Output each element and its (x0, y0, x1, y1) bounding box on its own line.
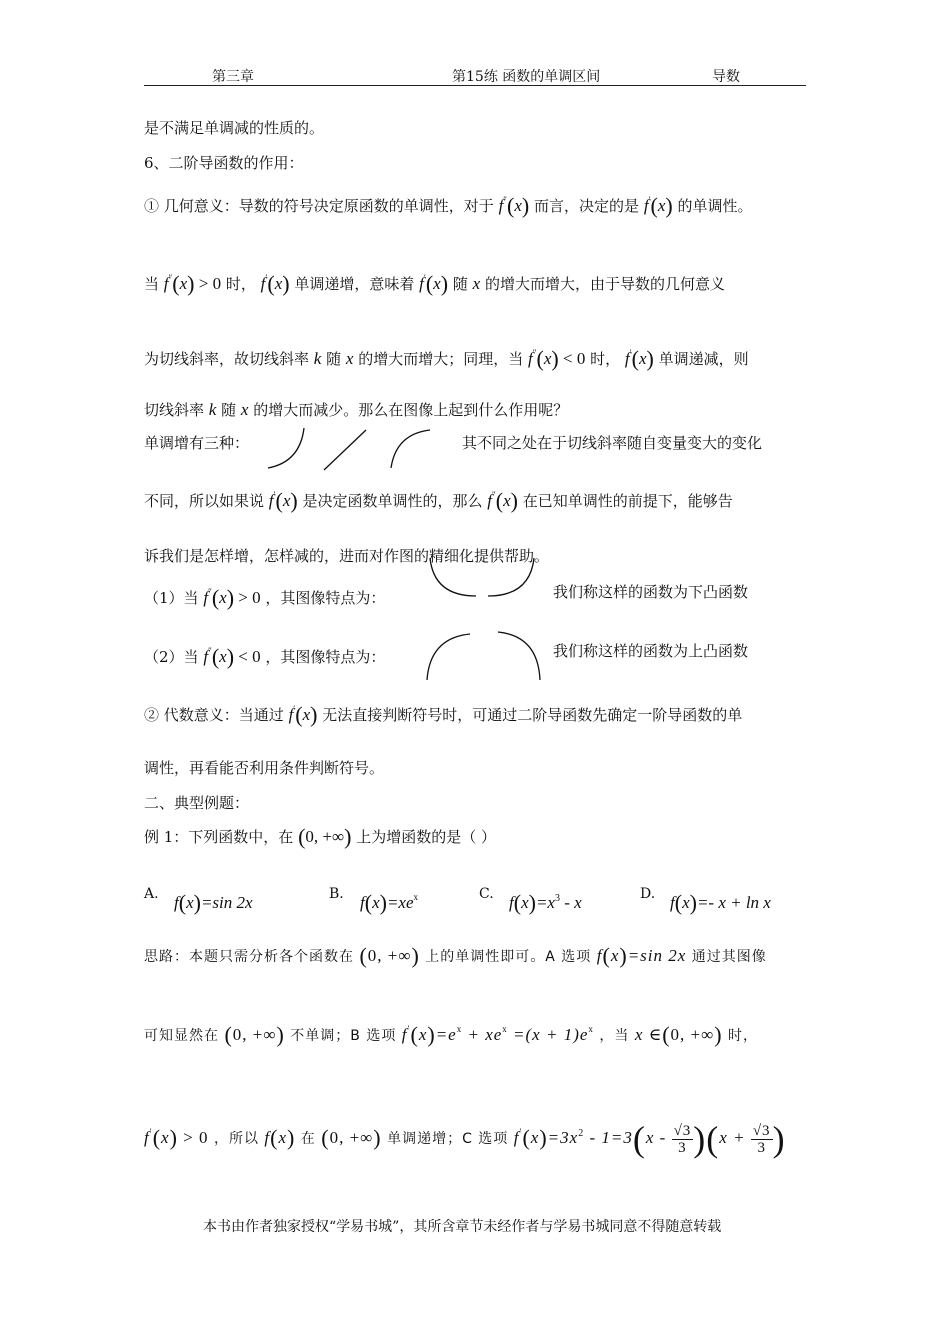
math-f-prime: f′(x) (268, 488, 298, 513)
text-line-1: 是不满足单调减的性质的。 (144, 119, 325, 137)
text-segment: 随 (326, 350, 342, 368)
math-x-in-interval: x ∈(0, +∞) (634, 1022, 723, 1047)
option-b-formula: $f(x)=xe^x$ (360, 890, 418, 915)
math-f-double-prime-gt0: f″(x) > 0 (163, 271, 222, 296)
option-a-label: A. (144, 886, 159, 902)
math-interval: (0, +∞) (298, 824, 352, 849)
text-segment: 时， (728, 1028, 759, 1044)
text-segment: 随 (221, 401, 237, 419)
text-line-10c: 我们称这样的函数为下凸函数 (553, 583, 749, 601)
math-f-x: f(x) (264, 1125, 296, 1150)
convex-down-left-curve (426, 556, 478, 600)
text-segment: 的增大而增大，由于导数的几何意义 (484, 275, 725, 293)
text-line-11c: 我们称这样的函数为上凸函数 (553, 642, 749, 660)
text-line-5 (144, 343, 749, 369)
header-chapter: 第三章 (212, 69, 254, 85)
text-segment: 在 (300, 1131, 316, 1147)
math-f-double-prime-gt0: f″(x) > 0 (203, 585, 261, 610)
math-k: k (313, 349, 322, 368)
section-heading-examples: 二、典型例题： (144, 794, 250, 812)
solution-line-3 (144, 1118, 786, 1160)
increasing-linear-line (322, 428, 368, 472)
fraction-sqrt3-over-3: $\frac{√3}{3}$ (673, 1122, 692, 1156)
header-section-title: 第15练 函数的单调区间 (452, 69, 601, 85)
text-segment: 可知显然在 (144, 1028, 219, 1044)
convex-up-right-curve (496, 630, 544, 682)
text-segment: 的单调性。 (677, 197, 753, 215)
math-f-double-prime-lt0: f″(x) < 0 (203, 644, 261, 669)
option-d-label: D. (640, 886, 656, 902)
text-segment: 为切线斜率，故切线斜率 (144, 350, 310, 368)
text-line-9: 诉我们是怎样增，怎样减的，进而对作图的精细化提供帮助。 (144, 547, 550, 565)
option-a-formula: f(x)=sin 2x (174, 890, 253, 915)
text-segment: ，当 (599, 1028, 630, 1044)
text-segment: ，所以 (213, 1131, 259, 1147)
math-f-prime: f′(x) (260, 271, 290, 296)
math-option-b-derivative: $f'(x)=e^x + xe^x =(x + 1)e^x$ (401, 1022, 594, 1047)
option-c-label: C. (479, 886, 494, 902)
text-segment: ，其图像特点为： (265, 648, 386, 666)
text-segment: 思路：本题只需分析各个函数在 (144, 949, 354, 965)
text-segment: （2）当 (144, 648, 199, 666)
header-rule (144, 85, 806, 86)
math-f-double-prime: f″(x) (498, 193, 530, 218)
math-f-prime: f′(x) (288, 702, 318, 727)
option-d-formula: f(x)=- x + ln x (670, 890, 771, 915)
text-line-12 (144, 699, 742, 725)
text-line-13: 调性，再看能否利用条件判断符号。 (144, 759, 385, 777)
math-f-double-prime-lt0: f″(x) < 0 (528, 346, 586, 371)
text-segment: 在已知单调性的前提下，能够告 (522, 492, 733, 510)
math-f-double-prime: f″(x) (487, 488, 518, 513)
math-f-prime-gt0: f′(x) > 0 (144, 1125, 209, 1150)
text-line-10 (144, 582, 385, 608)
text-segment: 单调递增；C 选项 (387, 1131, 509, 1147)
solution-line-1 (144, 943, 767, 969)
increasing-concave-down-curve (266, 426, 308, 470)
option-c-formula: $f(x)=x^3 - x$ (509, 890, 582, 915)
math-interval: (0, +∞) (321, 1125, 382, 1150)
header-subject: 导数 (712, 69, 740, 85)
option-b-label: B. (329, 886, 344, 902)
math-f-prime: f′(x) (643, 193, 673, 218)
math-f-prime: f′(x) (624, 346, 654, 371)
convex-down-right-curve (486, 556, 538, 600)
convex-up-left-curve (424, 632, 472, 682)
text-segment: 单调递减，则 (658, 350, 749, 368)
text-segment: 上为增函数的是（ ） (356, 828, 497, 846)
math-k: k (208, 400, 217, 419)
text-segment: 当 (144, 275, 160, 293)
text-segment: 时， (225, 275, 256, 293)
text-segment: 切线斜率 (144, 401, 205, 419)
math-x: x (472, 274, 481, 293)
text-segment: 的增大而减少。那么在图像上起到什么作用呢？ (253, 401, 569, 419)
increasing-concave-up-curve (388, 428, 434, 470)
text-line-7a: 单调增有三种： (144, 434, 250, 452)
text-segment: ① 几何意义：导数的符号决定原函数的单调性，对于 (144, 197, 494, 215)
math-option-a: f(x)=sin 2x (596, 943, 687, 968)
text-line-6 (144, 400, 568, 420)
text-segment: ，其图像特点为： (265, 589, 386, 607)
text-segment: 单调递增，意味着 (294, 275, 415, 293)
footer-copyright: 本书由作者独家授权“学易书城”，其所含章节未经作者与学易书城同意不得随意转载 (203, 1219, 722, 1235)
text-line-7b: 其不同之处在于切线斜率随自变量变大的变化 (462, 434, 763, 452)
text-segment: 例 1：下列函数中，在 (144, 828, 294, 846)
math-interval: (0, +∞) (359, 943, 420, 968)
text-line-8 (144, 485, 733, 511)
text-segment: ② 代数意义：当通过 (144, 706, 284, 724)
text-segment: （1）当 (144, 589, 199, 607)
text-line-3 (144, 190, 753, 216)
math-x: x (240, 400, 249, 419)
example-1-question (144, 824, 497, 849)
text-segment: 随 (452, 275, 468, 293)
text-segment: 不单调；B 选项 (290, 1028, 397, 1044)
math-option-c-derivative: $f'(x)=3x^2 - 1=3(x$ - $\frac{√3}{3}$ )(x + $\frac{√3}{3}$ ) (513, 1119, 786, 1159)
text-line-2: 6、二阶导函数的作用： (144, 154, 304, 172)
text-segment: 通过其图像 (691, 949, 767, 965)
text-segment: 是决定函数单调性的，那么 (302, 492, 483, 510)
math-x: x (345, 349, 354, 368)
text-line-11 (144, 641, 385, 667)
text-segment: 无法直接判断符号时，可通过二阶导函数先确定一阶导函数的单 (322, 706, 743, 724)
text-segment: 上的单调性即可。A 选项 (425, 949, 592, 965)
solution-line-2 (144, 1022, 758, 1048)
math-interval: (0, +∞) (224, 1022, 285, 1047)
text-segment: 的增大而增大；同理，当 (358, 350, 524, 368)
math-f-prime: f′(x) (419, 271, 449, 296)
text-segment: 时， (590, 350, 621, 368)
text-line-4 (144, 268, 725, 294)
fraction-sqrt3-over-3: $\frac{√3}{3}$ (752, 1122, 771, 1156)
text-segment: 不同，所以如果说 (144, 492, 265, 510)
text-segment: 而言，决定的是 (534, 197, 640, 215)
